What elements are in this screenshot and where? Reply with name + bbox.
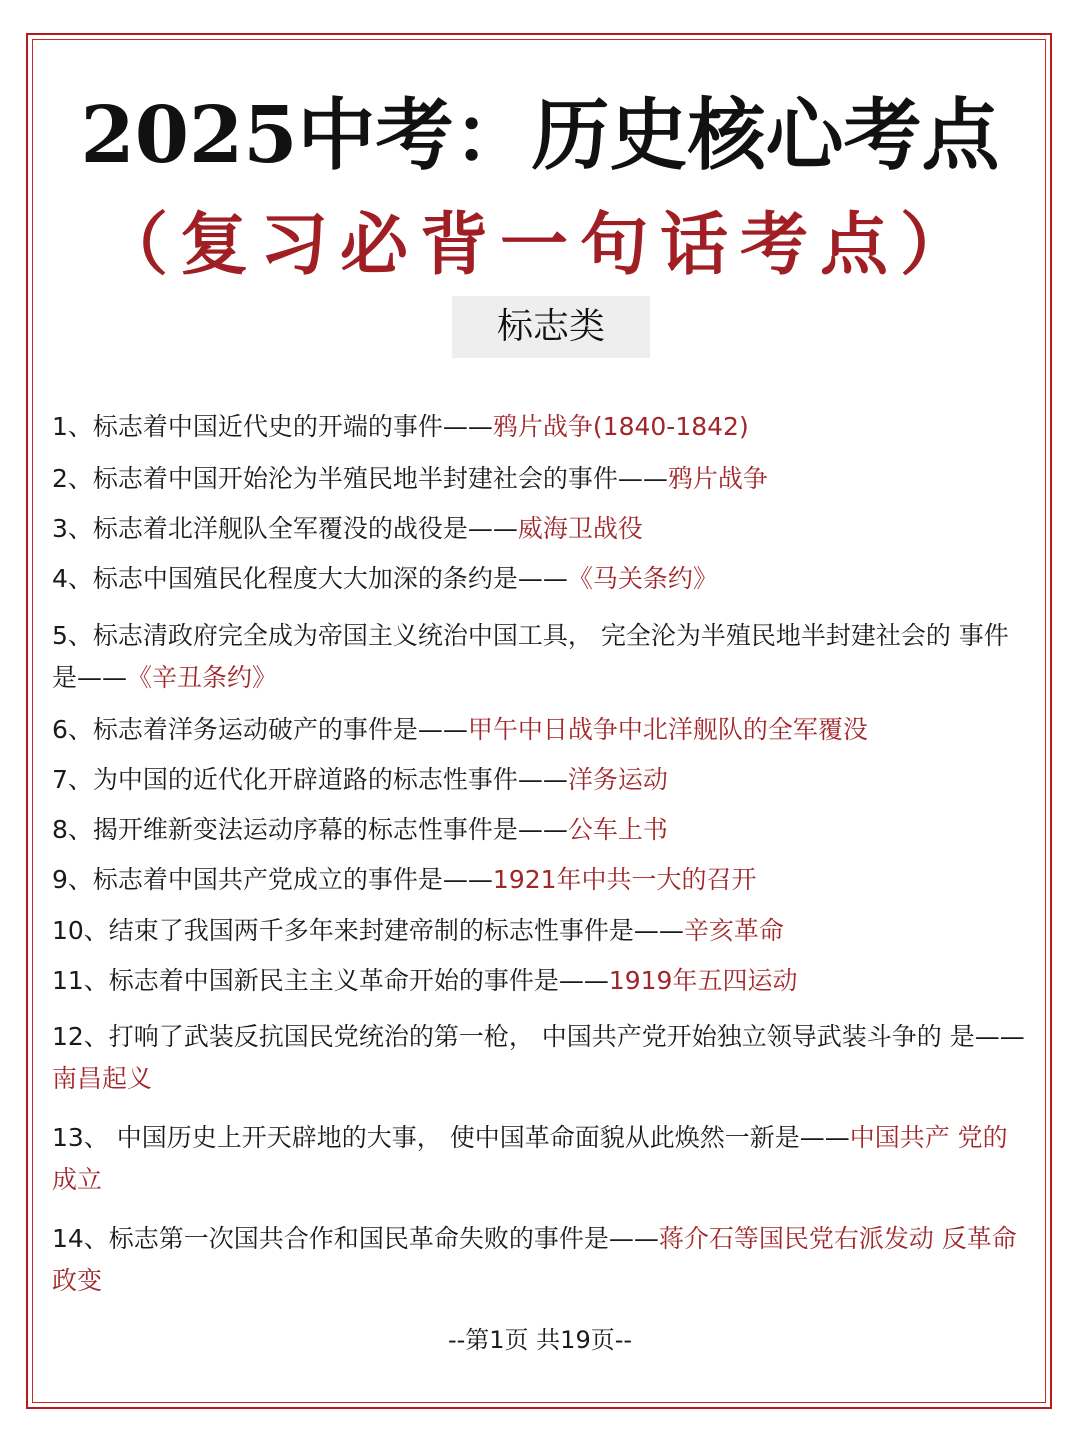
item-text: 1、标志着中国近代史的开端的事件—— (52, 412, 493, 441)
item-answer: 1921年中共一大的召开 (492, 865, 757, 894)
item-text: 5、标志清政府完全成为帝国主义统治中国工具， 完全沦为半殖民地半封建社会的 事件是—— (52, 621, 1009, 692)
item-answer: 《辛丑条约》 (127, 663, 278, 692)
item-text: 6、标志着洋务运动破产的事件是—— (52, 715, 468, 744)
item-answer: 洋务运动 (567, 765, 668, 794)
list-item (52, 809, 1027, 851)
item-answer: 公车上书 (567, 815, 668, 844)
list-item (52, 1016, 1027, 1100)
item-text: 2、标志着中国开始沦为半殖民地半封建社会的事件—— (52, 464, 668, 493)
list-item (52, 910, 1027, 952)
category-label: 标志类 (452, 296, 650, 358)
item-text: 13、 中国历史上开天辟地的大事， 使中国革命面貌从此焕然一新是—— (52, 1123, 850, 1152)
list-item (52, 1218, 1027, 1302)
page-title: 2025中考：历史核心考点 (80, 90, 1000, 181)
list-item (52, 960, 1027, 1002)
page-subtitle: （复习必背一句话考点） (99, 206, 980, 285)
item-answer: 甲午中日战争中北洋舰队的全军覆没 (467, 715, 868, 744)
item-text: 8、揭开维新变法运动序幕的标志性事件是—— (52, 815, 568, 844)
item-answer: 辛亥革命 (683, 916, 784, 945)
list-item (52, 458, 1027, 500)
list-item (52, 859, 1027, 901)
item-text: 12、打响了武装反抗国民党统治的第一枪， 中国共产党开始独立领导武装斗争的 是—— (52, 1022, 1025, 1051)
list-item (52, 558, 1027, 600)
item-text: 4、标志中国殖民化程度大大加深的条约是—— (52, 564, 568, 593)
list-item (52, 615, 1027, 699)
list-item (52, 508, 1027, 550)
item-answer: 南昌起义 (52, 1064, 153, 1093)
item-text: 10、结束了我国两千多年来封建帝制的标志性事件是—— (52, 916, 684, 945)
page-number-footer: --第1页 共19页-- (447, 1326, 633, 1354)
item-answer: 中国共产 党的成立 (52, 1123, 1008, 1194)
item-text: 14、标志第一次国共合作和国民革命失败的事件是—— (52, 1224, 659, 1253)
list-item (52, 406, 1027, 448)
item-answer: 鸦片战争(1840-1842) (492, 412, 749, 441)
item-text: 11、标志着中国新民主主义革命开始的事件是—— (52, 966, 609, 995)
item-answer: 蒋介石等国民党右派发动 反革命政变 (52, 1224, 1017, 1295)
item-text: 3、标志着北洋舰队全军覆没的战役是—— (52, 514, 518, 543)
list-item (52, 1117, 1027, 1201)
list-item (52, 759, 1027, 801)
item-answer: 《马关条约》 (567, 564, 718, 593)
list-item (52, 709, 1027, 751)
item-answer: 1919年五四运动 (608, 966, 798, 995)
item-answer: 鸦片战争 (667, 464, 768, 493)
item-answer: 威海卫战役 (517, 514, 643, 543)
item-text: 9、标志着中国共产党成立的事件是—— (52, 865, 493, 894)
item-text: 7、为中国的近代化开辟道路的标志性事件—— (52, 765, 568, 794)
